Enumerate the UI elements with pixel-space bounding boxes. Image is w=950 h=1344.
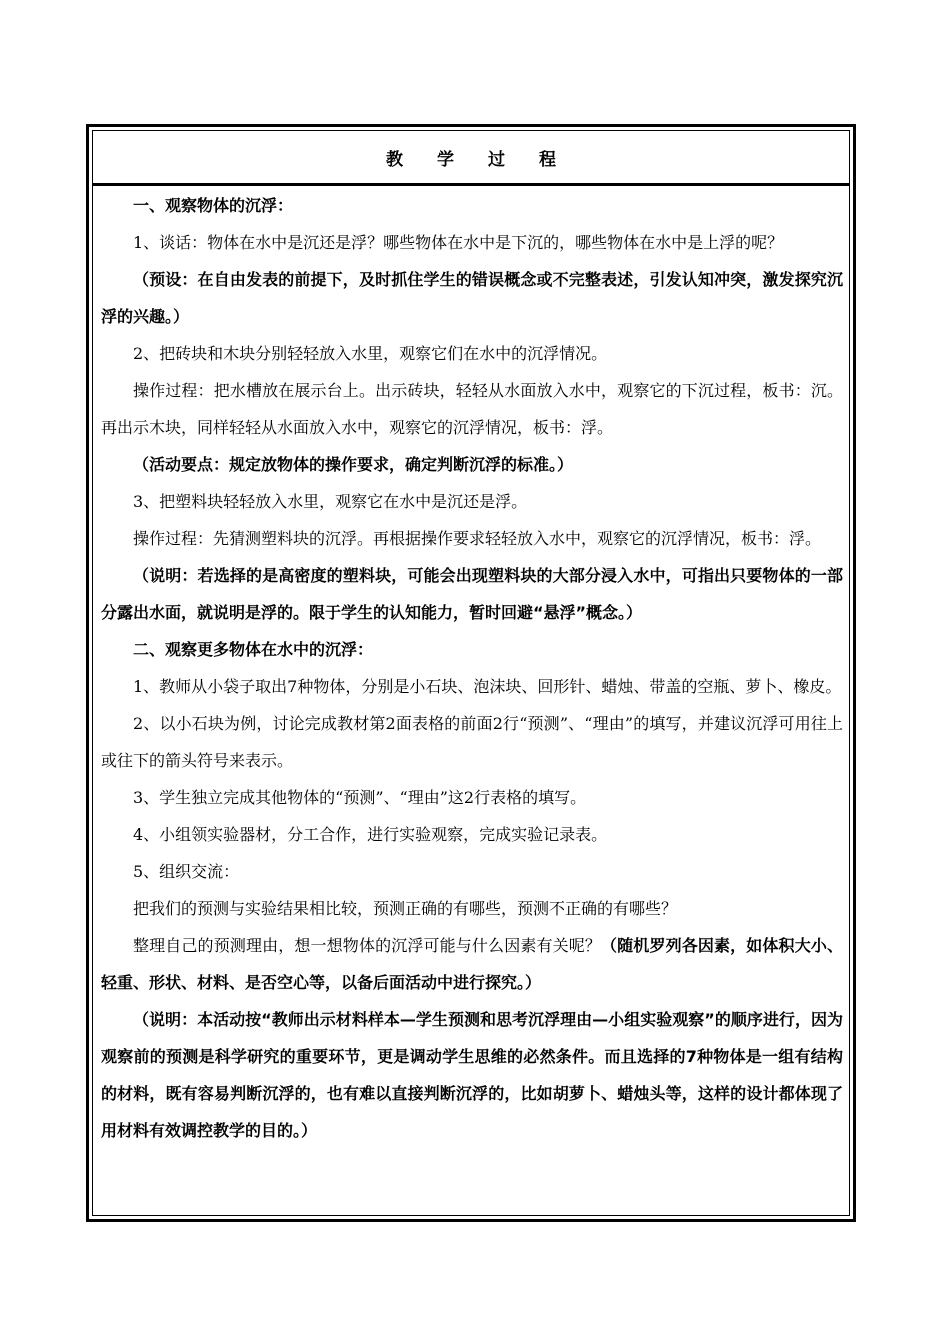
lesson-table — [86, 124, 856, 1222]
paragraph: 操作过程：先猜测塑料块的沉浮。再根据操作要求轻轻放入水中，观察它的沉浮情况，板书：浮。 — [133, 529, 822, 548]
paragraph: 2、把砖块和木块分别轻轻放入水里，观察它们在水中的沉浮情况。 — [133, 344, 608, 363]
paragraph: 5、组织交流： — [133, 862, 240, 881]
lesson-content — [101, 187, 843, 1149]
table-header-title: 教学过程 — [386, 149, 590, 170]
paragraph: 1、教师从小袋子取出7种物体，分别是小石块、泡沫块、回形针、蜡烛、带盖的空瓶、萝卜、橡皮。 — [133, 677, 842, 696]
paragraph: （预设：在自由发表的前提下，及时抓住学生的错误概念或不完整表述，引发认知冲突，激发探究沉浮的兴趣。） — [101, 270, 843, 326]
paragraph: 3、把塑料块轻轻放入水里，观察它在水中是沉还是浮。 — [133, 492, 528, 511]
paragraph: 1、谈话：物体在水中是沉还是浮？哪些物体在水中是下沉的，哪些物体在水中是上浮的呢？ — [133, 233, 784, 252]
paragraph: 4、小组领实验器材，分工合作，进行实验观察，完成实验记录表。 — [133, 825, 608, 844]
paragraph-bold-note: （随机罗列各因素，如体积大小、轻重、形状、材料、是否空心等，以备后面活动中进行探究。） — [101, 936, 843, 992]
paragraph: 操作过程：把水槽放在展示台上。出示砖块，轻轻从水面放入水中，观察它的下沉过程，板书：沉。再出示木块，同样轻轻从水面放入水中，观察它的沉浮情况，板书：浮。 — [101, 381, 843, 437]
paragraph: 二、观察更多物体在水中的沉浮： — [133, 640, 374, 659]
paragraph-mixed — [101, 927, 843, 1001]
lesson-table-inner — [92, 130, 850, 1216]
table-header — [93, 131, 849, 186]
paragraph: 把我们的预测与实验结果相比较，预测正确的有哪些，预测不正确的有哪些？ — [133, 899, 678, 918]
paragraph: （说明：本活动按“教师出示材料样本—学生预测和思考沉浮理由—小组实验观察”的顺序进行，因为观察前的预测是科学研究的重要环节，更是调动学生思维的必然条件。而且选择的7种物体是一组有结构的材料，既有容易判断沉浮的，也有难以直接判断沉浮的，比如胡萝卜、蜡烛头等，这样的设计都体现了用材料有效调控教学的目的。） — [101, 1010, 843, 1140]
paragraph: 2、以小石块为例，讨论完成教材第2面表格的前面2行“预测”、“理由”的填写，并建议沉浮可用往上或往下的箭头符号来表示。 — [101, 714, 843, 770]
paragraph: （活动要点：规定放物体的操作要求，确定判断沉浮的标准。） — [133, 455, 574, 474]
paragraph: 3、学生独立完成其他物体的“预测”、“理由”这2行表格的填写。 — [133, 788, 587, 807]
paragraph-text: 整理自己的预测理由，想一想物体的沉浮可能与什么因素有关呢？ — [133, 936, 602, 955]
paragraph: （说明：若选择的是高密度的塑料块，可能会出现塑料块的大部分浸入水中，可指出只要物体的一部分露出水面，就说明是浮的。限于学生的认知能力，暂时回避“悬浮”概念。） — [101, 566, 843, 622]
paragraph: 一、观察物体的沉浮： — [133, 196, 294, 215]
